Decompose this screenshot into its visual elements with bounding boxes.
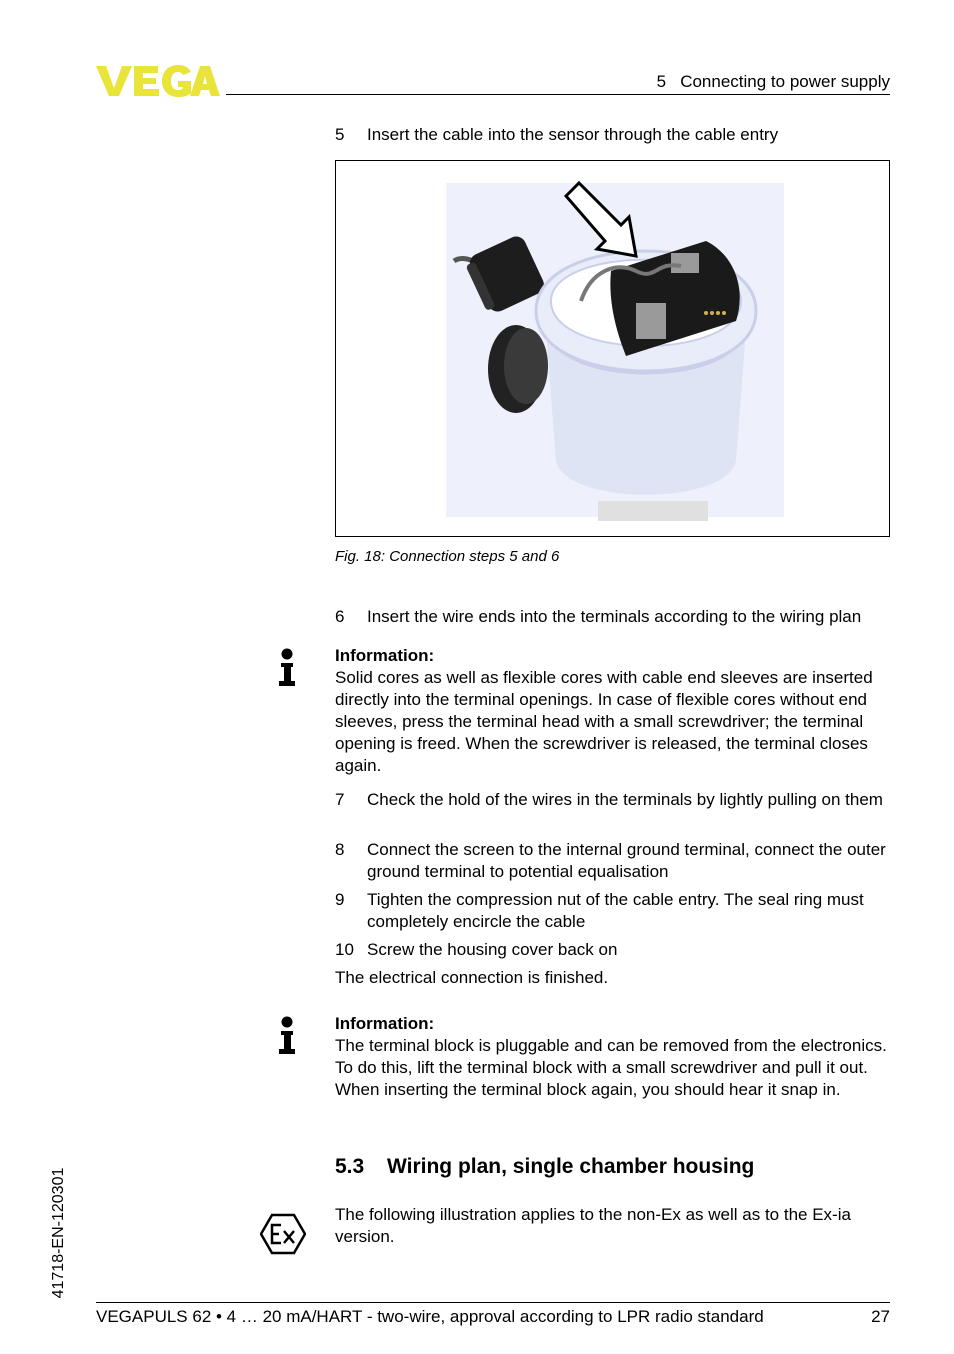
document-code (44, 1160, 74, 1305)
info-block-1 (335, 645, 895, 777)
step-number: 5 (335, 125, 345, 144)
header-rule (226, 94, 890, 95)
figure-caption: Fig. 18: Connection steps 5 and 6 (335, 548, 560, 565)
step-text: Tighten the compression nut of the cable entry. The seal ring must completely encircle the cable (367, 890, 864, 931)
info-icon (276, 1016, 298, 1056)
step-7 (335, 789, 895, 811)
section-title: Wiring plan, single chamber housing (387, 1155, 755, 1178)
info-text: The terminal block is pluggable and can be removed from the electronics. To do this, lift the terminal block with a small screwdriver and pull it out. When inserting the terminal block again, you should hear it snap in. (335, 1036, 887, 1099)
step-6 (335, 606, 895, 628)
step-text: Screw the housing cover back on (367, 940, 618, 959)
section-heading (335, 1155, 754, 1179)
figure-frame (335, 160, 890, 537)
step-number: 10 (335, 940, 354, 959)
info-block-2 (335, 1013, 895, 1101)
step-number: 7 (335, 790, 345, 809)
footer-rule (96, 1302, 890, 1303)
ex-note: The following illustration applies to the non-Ex as well as to the Ex-ia version. (335, 1205, 851, 1246)
info-title: Information: (335, 646, 435, 665)
vega-logo (96, 64, 220, 98)
step-8 (335, 839, 895, 883)
step-9 (335, 889, 895, 933)
footer-text: VEGAPULS 62 • 4 … 20 mA/HART - two-wire, approval according to LPR radio standard (96, 1307, 764, 1326)
header-section-title: 5 Connecting to power supply (656, 72, 890, 91)
info-title: Information: (335, 1014, 435, 1033)
ex-icon (260, 1213, 306, 1255)
step-number: 6 (335, 607, 345, 626)
info-text: Solid cores as well as flexible cores with cable end sleeves are inserted directly into the terminal openings. In case of flexible cores without end sleeves, press the terminal head with a small screwdriver; the terminal opening is freed. When the screwdriver is released, the terminal closes again. (335, 668, 873, 775)
step-number: 8 (335, 840, 345, 859)
step-text: Insert the cable into the sensor through the cable entry (367, 125, 779, 144)
step-number: 9 (335, 890, 345, 909)
step-text: Check the hold of the wires in the terminals by lightly pulling on them (367, 790, 883, 809)
section-number: 5.3 (335, 1155, 365, 1178)
info-icon (276, 648, 298, 688)
step-text: Insert the wire ends into the terminals according to the wiring plan (367, 607, 862, 626)
step-10 (335, 939, 895, 961)
step-text: Connect the screen to the internal ground terminal, connect the outer ground terminal to potential equalisation (367, 840, 886, 881)
sensor-housing-illustration (336, 161, 889, 536)
document-code-text: 41718-EN-120301 (50, 1167, 67, 1298)
finished-text: The electrical connection is finished. (335, 968, 609, 987)
page-number: 27 (871, 1307, 890, 1326)
step-5 (335, 124, 895, 146)
